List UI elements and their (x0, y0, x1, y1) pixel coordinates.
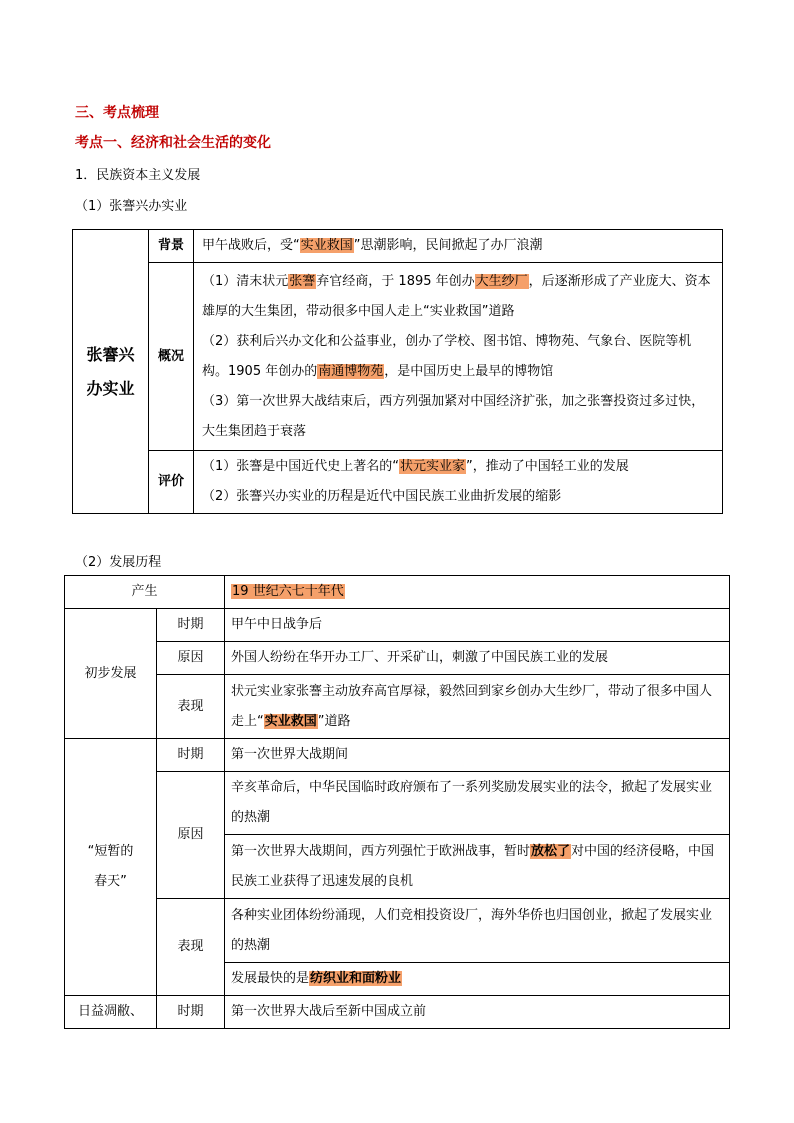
cell-chuntian-yuanyin-1: 辛亥革命后，中华民国临时政府颁布了一系列奖励发展实业的法令，掀起了发展实业的热潮 (225, 772, 730, 835)
highlight-dasheng: 大生纱厂 (475, 273, 528, 289)
label-pingjia: 评价 (149, 451, 194, 514)
label-diaobi-shiqi: 时期 (157, 996, 225, 1029)
kaodian-heading: 考点一、经济和社会生活的变化 (75, 135, 271, 151)
development-table (64, 575, 730, 1029)
cell-beijing: 甲午战败后，受“实业救国”思潮影响，民间掀起了办厂浪潮 (194, 230, 723, 263)
label-gaikuang: 概况 (149, 263, 194, 451)
label-diaobi: 日益凋敝、 (65, 996, 157, 1029)
pingjia-p1: （1）张謇是中国近代史上著名的“状元实业家”，推动了中国轻工业的发展 (202, 459, 629, 474)
highlight-fangzhi-mianfen: 纺织业和面粉业 (310, 971, 402, 986)
cell-chuntian-biaoxian-2: 发展最快的是纺织业和面粉业 (225, 963, 730, 996)
gaikuang-p1: （1）清末状元张謇弃官经商，于 1895 年创办大生纱厂，后逐渐形成了产业庞大、资本雄厚的大生集团，带动很多中国人走上“实业救国”道路 (202, 273, 711, 319)
highlight-nantong-museum: 南通博物苑 (318, 363, 384, 379)
label-chuntian-yuanyin: 原因 (157, 772, 225, 899)
label-beijing: 背景 (149, 230, 194, 263)
highlight-fangsong: 放松了 (531, 843, 571, 859)
highlight-zhangjian: 张謇 (289, 273, 316, 289)
label-chuntian-biaoxian: 表现 (157, 899, 225, 996)
label-chubu: 初步发展 (65, 609, 157, 739)
label-chubu-shiqi: 时期 (157, 609, 225, 642)
highlight-19th-century: 19 世纪六七十年代 (232, 584, 344, 599)
cell-chubu-yuanyin: 外国人纷纷在华开办工厂、开采矿山，刺激了中国民族工业的发展 (225, 642, 730, 675)
cell-chuntian-biaoxian-1: 各种实业团体纷纷涌现，人们竞相投资设厂，海外华侨也归国创业，掀起了发展实业的热潮 (225, 899, 730, 963)
cell-gaikuang (194, 263, 723, 451)
gaikuang-p3: （3）第一次世界大战结束后，西方列强加紧对中国经济扩张，加之张謇投资过多过快，大生集团趋于衰落 (202, 393, 705, 439)
subheading-1-2: （2）发展历程 (75, 555, 162, 570)
label-chansheng: 产生 (65, 576, 225, 609)
label-chuntian-shiqi: 时期 (157, 739, 225, 772)
zhangjian-table (72, 229, 723, 514)
cell-chuntian-shiqi: 第一次世界大战期间 (225, 739, 730, 772)
highlight-shiye-jiuguo-2: 实业救国 (264, 713, 317, 729)
subheading-1: 1．民族资本主义发展 (75, 168, 201, 183)
cell-chubu-shiqi: 甲午中日战争后 (225, 609, 730, 642)
label-chuntian: “短暂的 春天” (65, 739, 157, 996)
cell-chansheng (225, 576, 730, 609)
cell-diaobi-shiqi: 第一次世界大战后至新中国成立前 (225, 996, 730, 1029)
subheading-1-1: （1）张謇兴办实业 (75, 199, 188, 214)
cell-chuntian-yuanyin-2: 第一次世界大战期间，西方列强忙于欧洲战事，暂时放松了对中国的经济侵略，中国民族工业获得了迅速发展的良机 (225, 835, 730, 899)
cell-pingjia (194, 451, 723, 514)
zhangjian-main-label: 张謇兴 办实业 (73, 230, 149, 514)
section-heading: 三、考点梳理 (75, 105, 159, 121)
label-chubu-biaoxian: 表现 (157, 675, 225, 739)
highlight-shiye-jiuguo: 实业救国 (300, 238, 353, 253)
label-chubu-yuanyin: 原因 (157, 642, 225, 675)
pingjia-p2: （2）张謇兴办实业的历程是近代中国民族工业曲折发展的缩影 (202, 489, 562, 504)
cell-chubu-biaoxian: 状元实业家张謇主动放弃高官厚禄，毅然回到家乡创办大生纱厂，带动了很多中国人走上“实业救国”道路 (225, 675, 730, 739)
highlight-zhuangyuan: 状元实业家 (400, 459, 466, 474)
gaikuang-p2: （2）获利后兴办文化和公益事业，创办了学校、图书馆、博物苑、气象台、医院等机构。1905 年创办的南通博物苑，是中国历史上最早的博物馆 (202, 333, 692, 379)
